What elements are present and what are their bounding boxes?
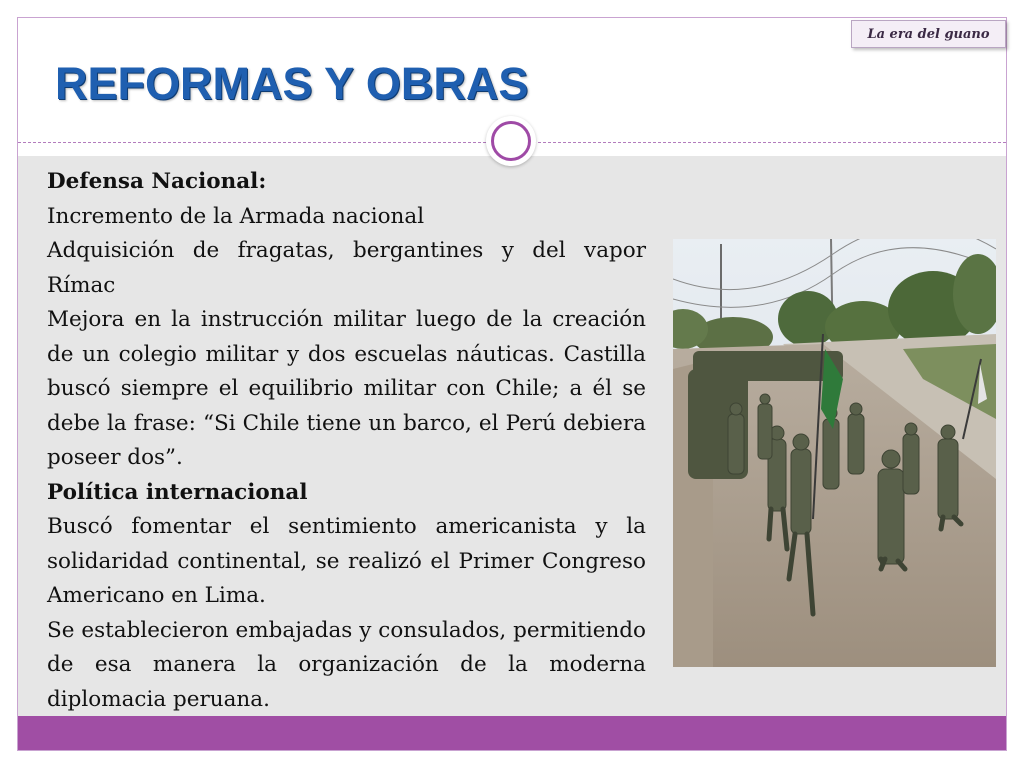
heading-international: Política internacional bbox=[47, 479, 308, 505]
slide-title: REFORMAS Y OBRAS bbox=[55, 58, 529, 109]
section-tag: La era del guano bbox=[851, 20, 1006, 48]
soldiers-marching-photo bbox=[673, 239, 996, 667]
paragraph-americanism: Buscó fomentar el sentimiento americanista y la solidaridad continental, se realizó el Primer Congreso Americano en Lima. bbox=[47, 514, 646, 608]
slide-body bbox=[47, 165, 646, 717]
paragraph-diplomacy: Se establecieron embajadas y consulados, permitiendo de esa manera la organización de la moderna diplomacia peruana. bbox=[47, 617, 646, 712]
bottom-accent-bar bbox=[18, 716, 1006, 750]
paragraph-military-instruction: Mejora en la instrucción militar luego de la creación de un colegio militar y dos escuelas náuticas. Castilla buscó siempre el equilibrio militar con Chile; a él se debe la frase: “Si Chile tiene un barco, el Perú debiera poseer dos”. bbox=[47, 307, 646, 470]
paragraph-navy: Incremento de la Armada nacional bbox=[47, 203, 425, 229]
paragraph-ships: Adquisición de fragatas, bergantines y del vapor Rímac bbox=[47, 238, 646, 298]
heading-defense: Defensa Nacional: bbox=[47, 169, 267, 194]
circle-ornament-icon bbox=[486, 116, 536, 166]
